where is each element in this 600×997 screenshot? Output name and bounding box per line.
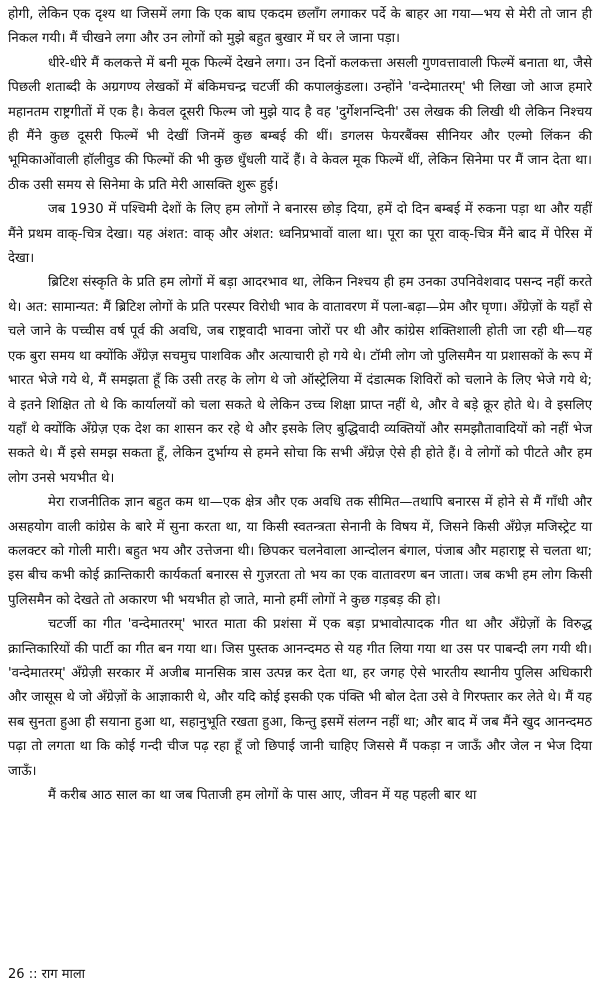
paragraph: चटर्जी का गीत 'वन्देमातरम्' भारत माता की प्रशंसा में एक बड़ा प्रभावोत्पादक गीत था और अँग्रेज़ों के विरुद्ध क्रान्तिकारियों की पार्टी का गीत बन गया था। जिस पुस्तक आनन्दमठ से यह गीत लिया गया था उस पर पाबन्दी लग गयी थी। 'वन्देमातरम्' अँग्रेज़ी सरकार में अजीब मानसिक त्रास उत्पन्न कर देता था, हर जगह ऐसे भारतीय स्थानीय पुलिस अधिकारी और जासूस थे जो अँग्रेज़ों के आज्ञाकारी थे, और यदि कोई इसकी एक पंक्ति भी बोल देता उसे वे गिरफ्तार कर लेते थे। मैं यह सब सुनता हुआ ही सयाना हुआ था, सहानुभूति रखता हुआ, किन्तु इसमें संलग्न नहीं था; और बाद में जब मैंने खुद आनन्दमठ पढ़ा तो लगता था कि कोई गन्दी चीज पढ़ रहा हूँ जो छिपाई जानी चाहिए जिससे मैं पकड़ा न जाऊँ और जेल न भेज दिया जाऊँ। xyxy=(8,617,592,779)
book-title: राग माला xyxy=(41,967,86,982)
paragraph: धीरे-धीरे मैं कलकत्ते में बनी मूक फिल्में देखने लगा। उन दिनों कलकत्ता असली गुणवत्तावाली फिल्में बनाता था, जैसे पिछली शताब्दी के अग्रगण्य लेखकों में बंकिमचन्द्र चटर्जी की कपालकुंडला। उन्होंने 'वन्देमातरम्' भी लिखा जो आज हमारे महानतम राष्ट्रगीतों में एक है। केवल दूसरी फिल्म जो मुझे याद है वह 'दुर्गेशनन्दिनी' उस लेखक की लिखी थी लेकिन निश्चय ही मैंने कुछ दूसरी फिल्में भी देखीं जिनमें कुछ बम्बई की थीं। डगलस फेयरबैंक्स सीनियर और एल्मो लिंकन की भूमिकाओंवाली हॉलीवुड की फिल्मों की भी कुछ धुँधली यादें हैं। वे केवल मूक फिल्में थीं, लेकिन सिनेमा पर मैं जान देता था। ठीक उसी समय से सिनेमा के प्रति मेरी आसक्ति शुरू हुई। xyxy=(8,55,592,193)
paragraph: ब्रिटिश संस्कृति के प्रति हम लोगों में बड़ा आदरभाव था, लेकिन निश्चय ही हम उनका उपनिवेशवाद पसन्द नहीं करते थे। अत: सामान्यत: मैं ब्रिटिश लोगों के प्रति परस्पर विरोधी भाव के वातावरण में पला-बढ़ा—प्रेम और घृणा। अँग्रेज़ों के यहाँ से चले जाने के पच्चीस वर्ष पूर्व की अवधि, जब राष्ट्रवादी भावना जोरों पर थी और कांग्रेस शक्तिशाली होती जा रही थी—यह एक बुरा समय था क्योंकि अँग्रेज़ सचमुच पाशविक और अत्याचारी हो गये थे। टॉमी लोग जो पुलिसमैन या प्रशासकों के रूप में भारत भेजे गये थे, मैं समझता हूँ कि उसी तरह के लोग थे जो ऑस्ट्रेलिया में दंडात्मक शिविरों को चलाने के लिए भेजे गये थे; वे इतने शिक्षित तो थे कि कार्यालयों को चला सकते थे लेकिन उच्च शिक्षा प्राप्त नहीं थे, और वे बड़े क्रूर होते थे। वे इसलिए यहाँ थे क्योंकि अँग्रेज़ एक देश का शासन कर रहे थे और इसके लिए बुद्धिवादी व्यक्तियों और समझौतावादियों को नहीं भेज सकते थे। मैं इसे समझ सकता हूँ, लेकिन दुर्भाग्य से हमने सोचा कि सभी अँग्रेज़ ऐसे ही होते हैं। वे लोगों को पीटते और हम लोग उनसे भयभीत थे। xyxy=(8,275,593,486)
paragraph: मैं करीब आठ साल का था जब पिताजी हम लोगों के पास आए, जीवन में यह पहली बार था xyxy=(48,788,477,803)
paragraph: जब 1930 में पश्चिमी देशों के लिए हम लोगों ने बनारस छोड़ दिया, हमें दो दिन बम्बई में रुकना पड़ा था और यहीं मैंने प्रथम वाक्-चित्र देखा। यह अंशत: वाक् और अंशत: ध्वनिप्रभावों वाला था। पूरा का पूरा वाक्-चित्र मैंने बाद में पेरिस में देखा। xyxy=(8,202,592,267)
paragraph: मेरा राजनीतिक ज्ञान बहुत कम था—एक क्षेत्र और एक अवधि तक सीमित—तथापि बनारस में होने से मैं गाँधी और असहयोग वाली कांग्रेस के बारे में सुना करता था, या किसी स्वतन्त्रता सेनानी के विषय में, जिसने किसी अँग्रेज़ मजिस्ट्रेट या कलक्टर को गोली मारी। बहुत भय और उत्तेजना थी। छिपकर चलनेवाला आन्दोलन बंगाल, पंजाब और महाराष्ट्र से चलता था; इस बीच कभी कोई क्रान्तिकारी कार्यकर्ता बनारस से गुज़रता तो भय का एक वातावरण बन जाता। जब कभी हम लोग किसी पुलिसमैन को देखते तो अकारण भी भयभीत हो जाते, मानो हमीं लोगों ने कुछ गड़बड़ की हो। xyxy=(8,495,592,608)
paragraph-continued: होगी, लेकिन एक दृश्य था जिसमें लगा कि एक बाघ एकदम छलाँग लगाकर पर्दे के बाहर आ गया—भय से मेरी तो जान ही निकल गयी। मैं चीखने लगा और उन लोगों को मुझे बहुत बुखार में घर ले जाना पड़ा। xyxy=(8,7,592,47)
page-number: 26 xyxy=(8,967,25,982)
footer-separator: :: xyxy=(28,967,38,982)
page-footer xyxy=(8,964,85,982)
body-text xyxy=(8,3,592,808)
